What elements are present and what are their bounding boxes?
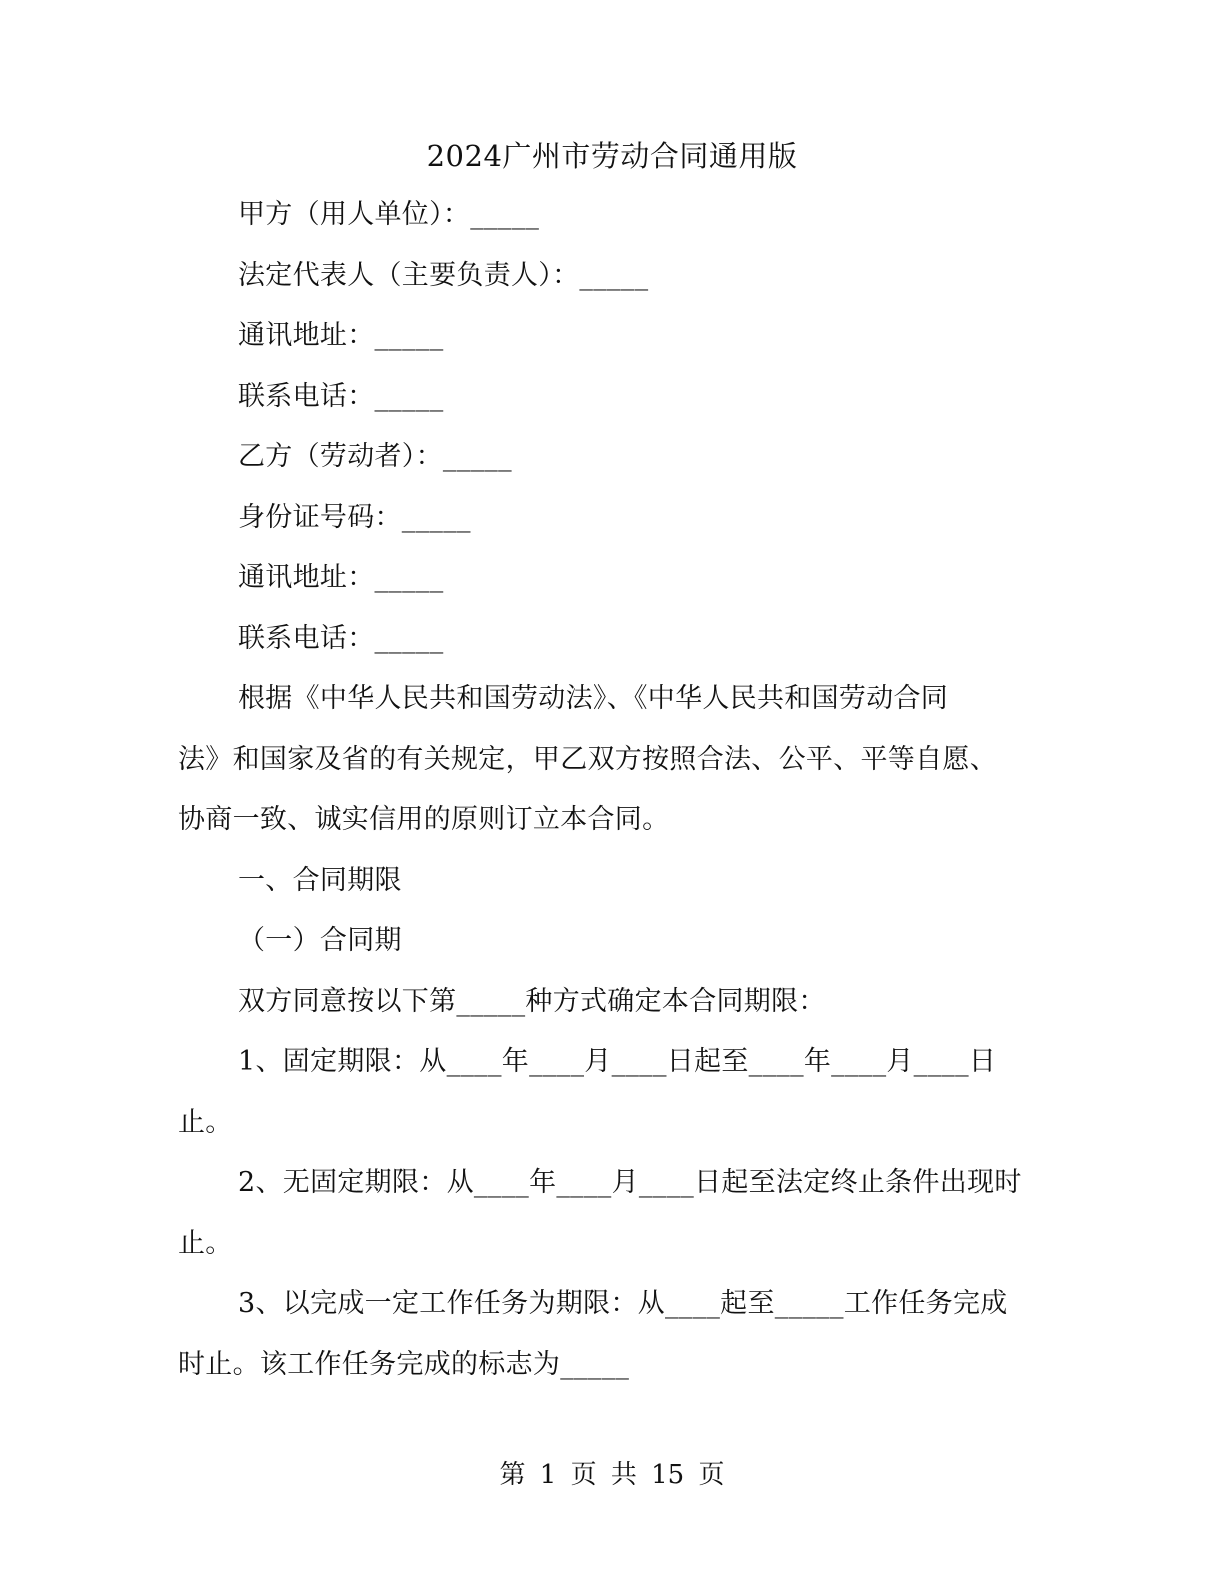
legal-representative-field: 法定代表人（主要负责人）：_____ (238, 260, 649, 291)
open-ended-term-line-end: 止。 (178, 1228, 233, 1259)
fixed-term-line: 1、固定期限：从____年____月____日起至____年____月____日 (238, 1046, 997, 1077)
document-title: 2024广州市劳动合同通用版 (426, 139, 798, 173)
party-a-address-field: 通讯地址：_____ (238, 320, 444, 351)
preamble-line-1: 根据《中华人民共和国劳动法》、《中华人民共和国劳动合同 (238, 683, 949, 714)
section-heading-contract-term: 一、合同期限 (238, 865, 402, 896)
party-a-phone-field: 联系电话：_____ (238, 381, 444, 412)
fixed-term-line-end: 止。 (178, 1107, 233, 1138)
party-b-field: 乙方（劳动者）：_____ (238, 441, 512, 472)
party-b-address-field: 通讯地址：_____ (238, 562, 444, 593)
preamble-line-2: 法》和国家及省的有关规定，甲乙双方按照合法、公平、平等自愿、 (178, 744, 997, 775)
id-number-field: 身份证号码：_____ (238, 502, 471, 533)
subsection-heading-contract-period: （一）合同期 (238, 925, 402, 956)
open-ended-term-line: 2、无固定期限：从____年____月____日起至法定终止条件出现时 (238, 1167, 1022, 1198)
task-term-line: 3、以完成一定工作任务为期限：从____起至_____工作任务完成 (238, 1288, 1008, 1319)
task-term-line-end: 时止。该工作任务完成的标志为_____ (178, 1349, 630, 1380)
party-a-field: 甲方（用人单位）：_____ (238, 199, 540, 230)
preamble-line-3: 协商一致、诚实信用的原则订立本合同。 (178, 804, 670, 835)
party-b-phone-field: 联系电话：_____ (238, 623, 444, 654)
page-indicator: 第 1 页 共 15 页 (499, 1460, 725, 1490)
term-method-line: 双方同意按以下第_____种方式确定本合同期限： (238, 986, 826, 1017)
